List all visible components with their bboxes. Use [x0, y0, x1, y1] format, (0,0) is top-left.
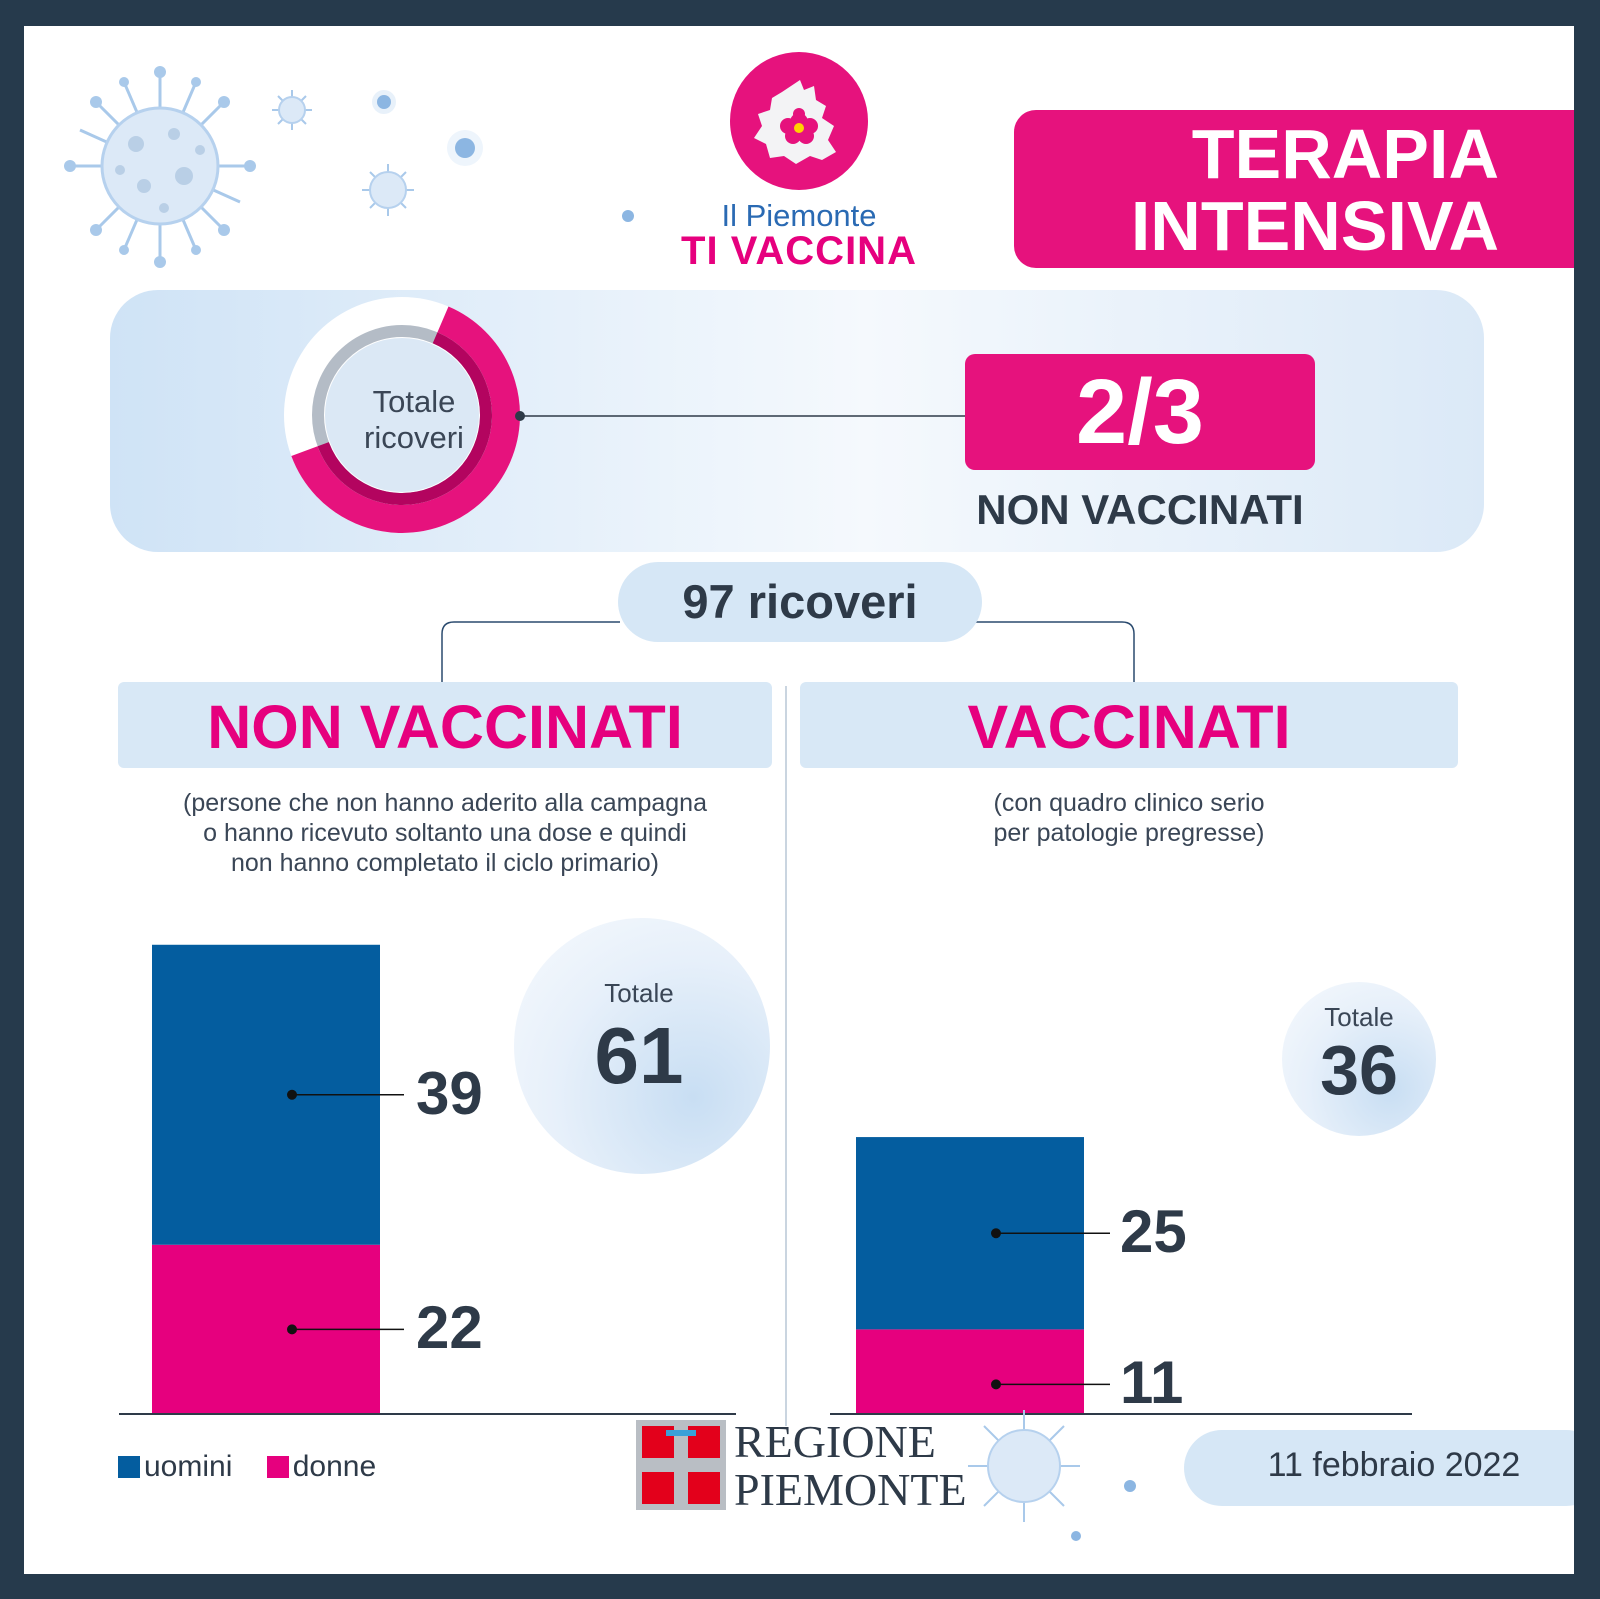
legend-item-uomini — [118, 1450, 232, 1483]
regione-crest-icon — [636, 1420, 726, 1510]
fraction-box: 2/3 — [965, 354, 1315, 470]
publication-date: 11 febbraio 2022 — [1267, 1446, 1521, 1484]
regione-logotype — [734, 1418, 967, 1514]
leader-dot — [287, 1090, 297, 1100]
desc-line: per patologie pregresse) — [993, 819, 1265, 847]
leader-dot — [991, 1379, 1001, 1389]
value-label-donne-vaccinati: 11 — [1120, 1349, 1184, 1417]
logo-campaign: TI VACCINA — [681, 229, 917, 273]
total-value-vaccinati: 36 — [1320, 1031, 1398, 1109]
total-label-vaccinati: Totale — [1324, 1002, 1394, 1032]
title-line-2: INTENSIVA — [1130, 187, 1499, 265]
legend-item-donne — [267, 1450, 376, 1483]
legend-label-uomini: uomini — [144, 1450, 233, 1483]
group-header-vaccinati: VACCINATI — [800, 682, 1458, 768]
chart-legend — [118, 1450, 402, 1484]
value-label-donne-non-vaccinati: 22 — [416, 1294, 483, 1362]
regione-line-2: PIEMONTE — [734, 1464, 967, 1515]
title-line-1: TERAPIA — [1191, 115, 1499, 193]
value-label-uomini-non-vaccinati: 39 — [416, 1059, 483, 1127]
desc-line: (con quadro clinico serio — [993, 789, 1265, 817]
fraction-label: NON VACCINATI — [976, 486, 1304, 533]
total-label-non-vaccinati: Totale — [604, 978, 674, 1008]
legend-swatch-donne — [267, 1456, 289, 1478]
infographic-panel — [24, 26, 1574, 1574]
legend-label-donne: donne — [292, 1450, 377, 1483]
donut-label-line-1: Totale — [372, 384, 456, 419]
desc-line: o hanno ricevuto soltanto una dose e quindi — [203, 819, 687, 847]
legend-swatch-uomini — [118, 1456, 140, 1478]
value-label-uomini-vaccinati: 25 — [1120, 1198, 1187, 1266]
total-hospitalized-pill: 97 ricoveri — [618, 562, 982, 642]
desc-line: (persone che non hanno aderito alla campagna — [183, 789, 707, 817]
total-value-non-vaccinati: 61 — [594, 1011, 684, 1100]
leader-dot — [287, 1324, 297, 1334]
regione-line-1: REGIONE — [734, 1416, 936, 1467]
stacked-bar-chart — [24, 26, 1574, 1426]
donut-label-line-2: ricoveri — [364, 420, 464, 455]
virus-icon-footer — [954, 1396, 1164, 1546]
desc-line: non hanno completato il ciclo primario) — [231, 849, 659, 877]
logo-tagline: Il Piemonte — [721, 198, 877, 233]
group-header-non-vaccinati: NON VACCINATI — [118, 682, 772, 768]
leader-dot — [991, 1228, 1001, 1238]
